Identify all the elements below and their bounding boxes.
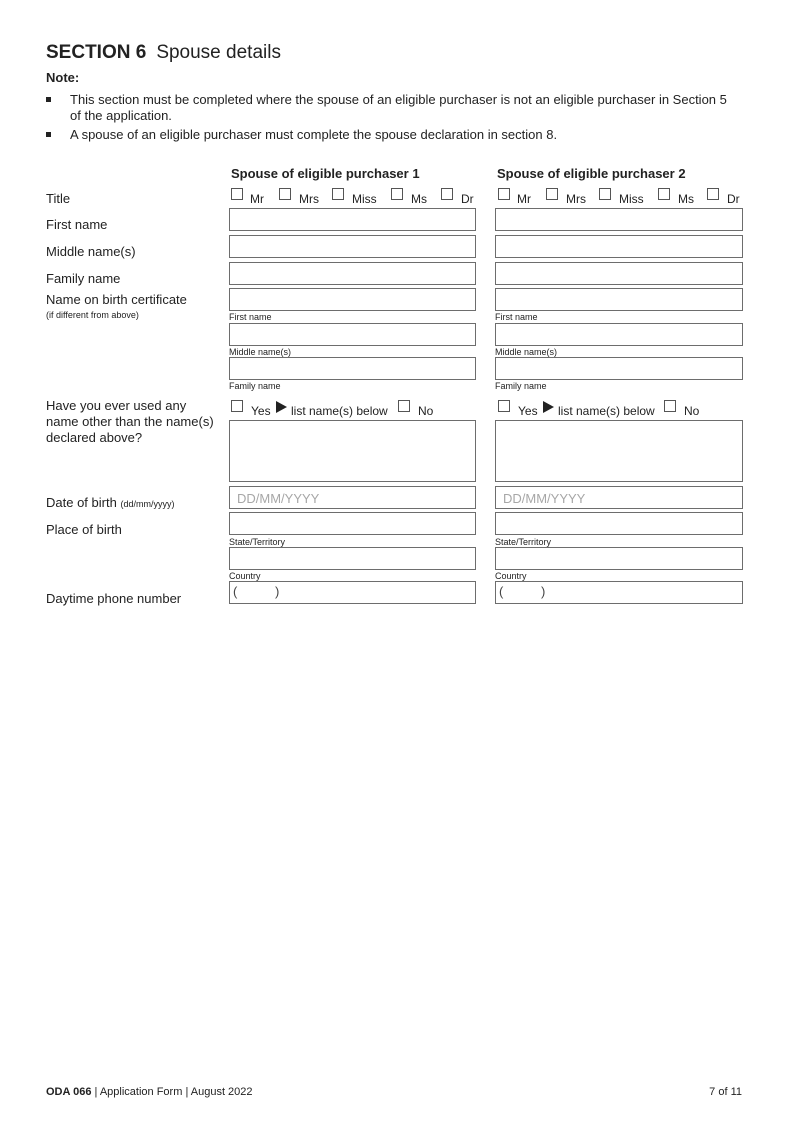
column-heading-2: Spouse of eligible purchaser 2 bbox=[497, 166, 686, 181]
birth-cert-middle-names-field-1[interactable] bbox=[229, 323, 476, 346]
birth-cert-family-name-field-2[interactable] bbox=[495, 357, 743, 380]
phone-field-1[interactable] bbox=[229, 581, 476, 604]
phone-close-paren: ) bbox=[541, 584, 546, 599]
other-names-no-checkbox-2[interactable] bbox=[664, 400, 676, 412]
title-mr-checkbox-2[interactable] bbox=[498, 188, 510, 200]
title-mrs-checkbox-1[interactable] bbox=[279, 188, 291, 200]
birth-cert-family-name-sublabel: Family name bbox=[495, 381, 547, 391]
form-code: ODA 066 bbox=[46, 1086, 92, 1098]
dob-field-2[interactable]: DD/MM/YYYY bbox=[495, 486, 743, 509]
dob-field-1[interactable]: DD/MM/YYYY bbox=[229, 486, 476, 509]
title-label: Title bbox=[46, 191, 71, 206]
birth-cert-first-name-sublabel: First name bbox=[495, 312, 538, 322]
title-dr-checkbox-2[interactable] bbox=[707, 188, 719, 200]
title-mrs-checkbox-2[interactable] bbox=[546, 188, 558, 200]
title-dr-checkbox-1[interactable] bbox=[441, 188, 453, 200]
country-sublabel: Country bbox=[229, 571, 261, 581]
bullet-square-icon bbox=[46, 132, 51, 137]
other-names-yes-checkbox-2[interactable] bbox=[498, 400, 510, 412]
state-field-2[interactable] bbox=[495, 512, 743, 535]
dob-format: (dd/mm/yyyy) bbox=[120, 499, 175, 509]
phone-close-paren: ) bbox=[275, 584, 280, 599]
note-label: Note: bbox=[46, 70, 80, 85]
arrow-right-icon bbox=[543, 401, 554, 413]
other-names-textarea-2[interactable] bbox=[495, 420, 743, 482]
family-name-label: Family name bbox=[46, 271, 121, 286]
middle-names-label: Middle name(s) bbox=[46, 244, 136, 259]
other-names-no-checkbox-1[interactable] bbox=[398, 400, 410, 412]
dob-label: Date of birth (dd/mm/yyyy) bbox=[46, 495, 175, 510]
birth-cert-first-name-field-2[interactable] bbox=[495, 288, 743, 311]
family-name-field-1[interactable] bbox=[229, 262, 476, 285]
country-field-2[interactable] bbox=[495, 547, 743, 570]
other-names-label: Have you ever used any name other than the name(s) declared above? bbox=[46, 398, 214, 445]
section-number: SECTION 6 bbox=[46, 42, 147, 63]
note-bullet-1: This section must be completed where the spouse of an eligible purchaser is not an eligible purchaser in Section 5 of the application. bbox=[46, 92, 736, 124]
birth-cert-family-name-sublabel: Family name bbox=[229, 381, 281, 391]
column-heading-1: Spouse of eligible purchaser 1 bbox=[231, 166, 420, 181]
phone-open-paren: ( bbox=[233, 584, 238, 599]
title-miss-checkbox-1[interactable] bbox=[332, 188, 344, 200]
title-ms-checkbox-1[interactable] bbox=[391, 188, 403, 200]
phone-label: Daytime phone number bbox=[46, 591, 182, 606]
birth-cert-family-name-field-1[interactable] bbox=[229, 357, 476, 380]
country-sublabel: Country bbox=[495, 571, 527, 581]
footer-info: ODA 066 | Application Form | August 2022 bbox=[46, 1086, 253, 1098]
birth-certificate-label: Name on birth certificate bbox=[46, 292, 187, 307]
bullet-square-icon bbox=[46, 97, 51, 102]
birth-cert-middle-names-sublabel: Middle name(s) bbox=[495, 347, 558, 357]
first-name-field-1[interactable] bbox=[229, 208, 476, 231]
first-name-label: First name bbox=[46, 217, 108, 232]
birth-cert-middle-names-sublabel: Middle name(s) bbox=[229, 347, 292, 357]
document-date: August 2022 bbox=[190, 1086, 253, 1098]
section-title: Spouse details bbox=[156, 42, 281, 63]
page-number: 7 of 11 bbox=[709, 1086, 742, 1098]
other-names-yes-checkbox-1[interactable] bbox=[231, 400, 243, 412]
other-names-textarea-1[interactable] bbox=[229, 420, 476, 482]
state-sublabel: State/Territory bbox=[495, 537, 552, 547]
title-miss-checkbox-2[interactable] bbox=[599, 188, 611, 200]
section-heading bbox=[46, 42, 281, 64]
birth-cert-first-name-sublabel: First name bbox=[229, 312, 272, 322]
arrow-right-icon bbox=[276, 401, 287, 413]
country-field-1[interactable] bbox=[229, 547, 476, 570]
middle-names-field-2[interactable] bbox=[495, 235, 743, 258]
state-sublabel: State/Territory bbox=[229, 537, 286, 547]
middle-names-field-1[interactable] bbox=[229, 235, 476, 258]
note-bullet-2: A spouse of an eligible purchaser must complete the spouse declaration in section 8. bbox=[46, 127, 736, 143]
state-field-1[interactable] bbox=[229, 512, 476, 535]
birth-cert-first-name-field-1[interactable] bbox=[229, 288, 476, 311]
birth-certificate-note: (if different from above) bbox=[46, 310, 139, 320]
place-of-birth-label: Place of birth bbox=[46, 522, 122, 537]
birth-cert-middle-names-field-2[interactable] bbox=[495, 323, 743, 346]
first-name-field-2[interactable] bbox=[495, 208, 743, 231]
phone-field-2[interactable] bbox=[495, 581, 743, 604]
phone-open-paren: ( bbox=[499, 584, 504, 599]
title-ms-checkbox-2[interactable] bbox=[658, 188, 670, 200]
document-type: Application Form bbox=[99, 1086, 183, 1098]
title-mr-checkbox-1[interactable] bbox=[231, 188, 243, 200]
family-name-field-2[interactable] bbox=[495, 262, 743, 285]
